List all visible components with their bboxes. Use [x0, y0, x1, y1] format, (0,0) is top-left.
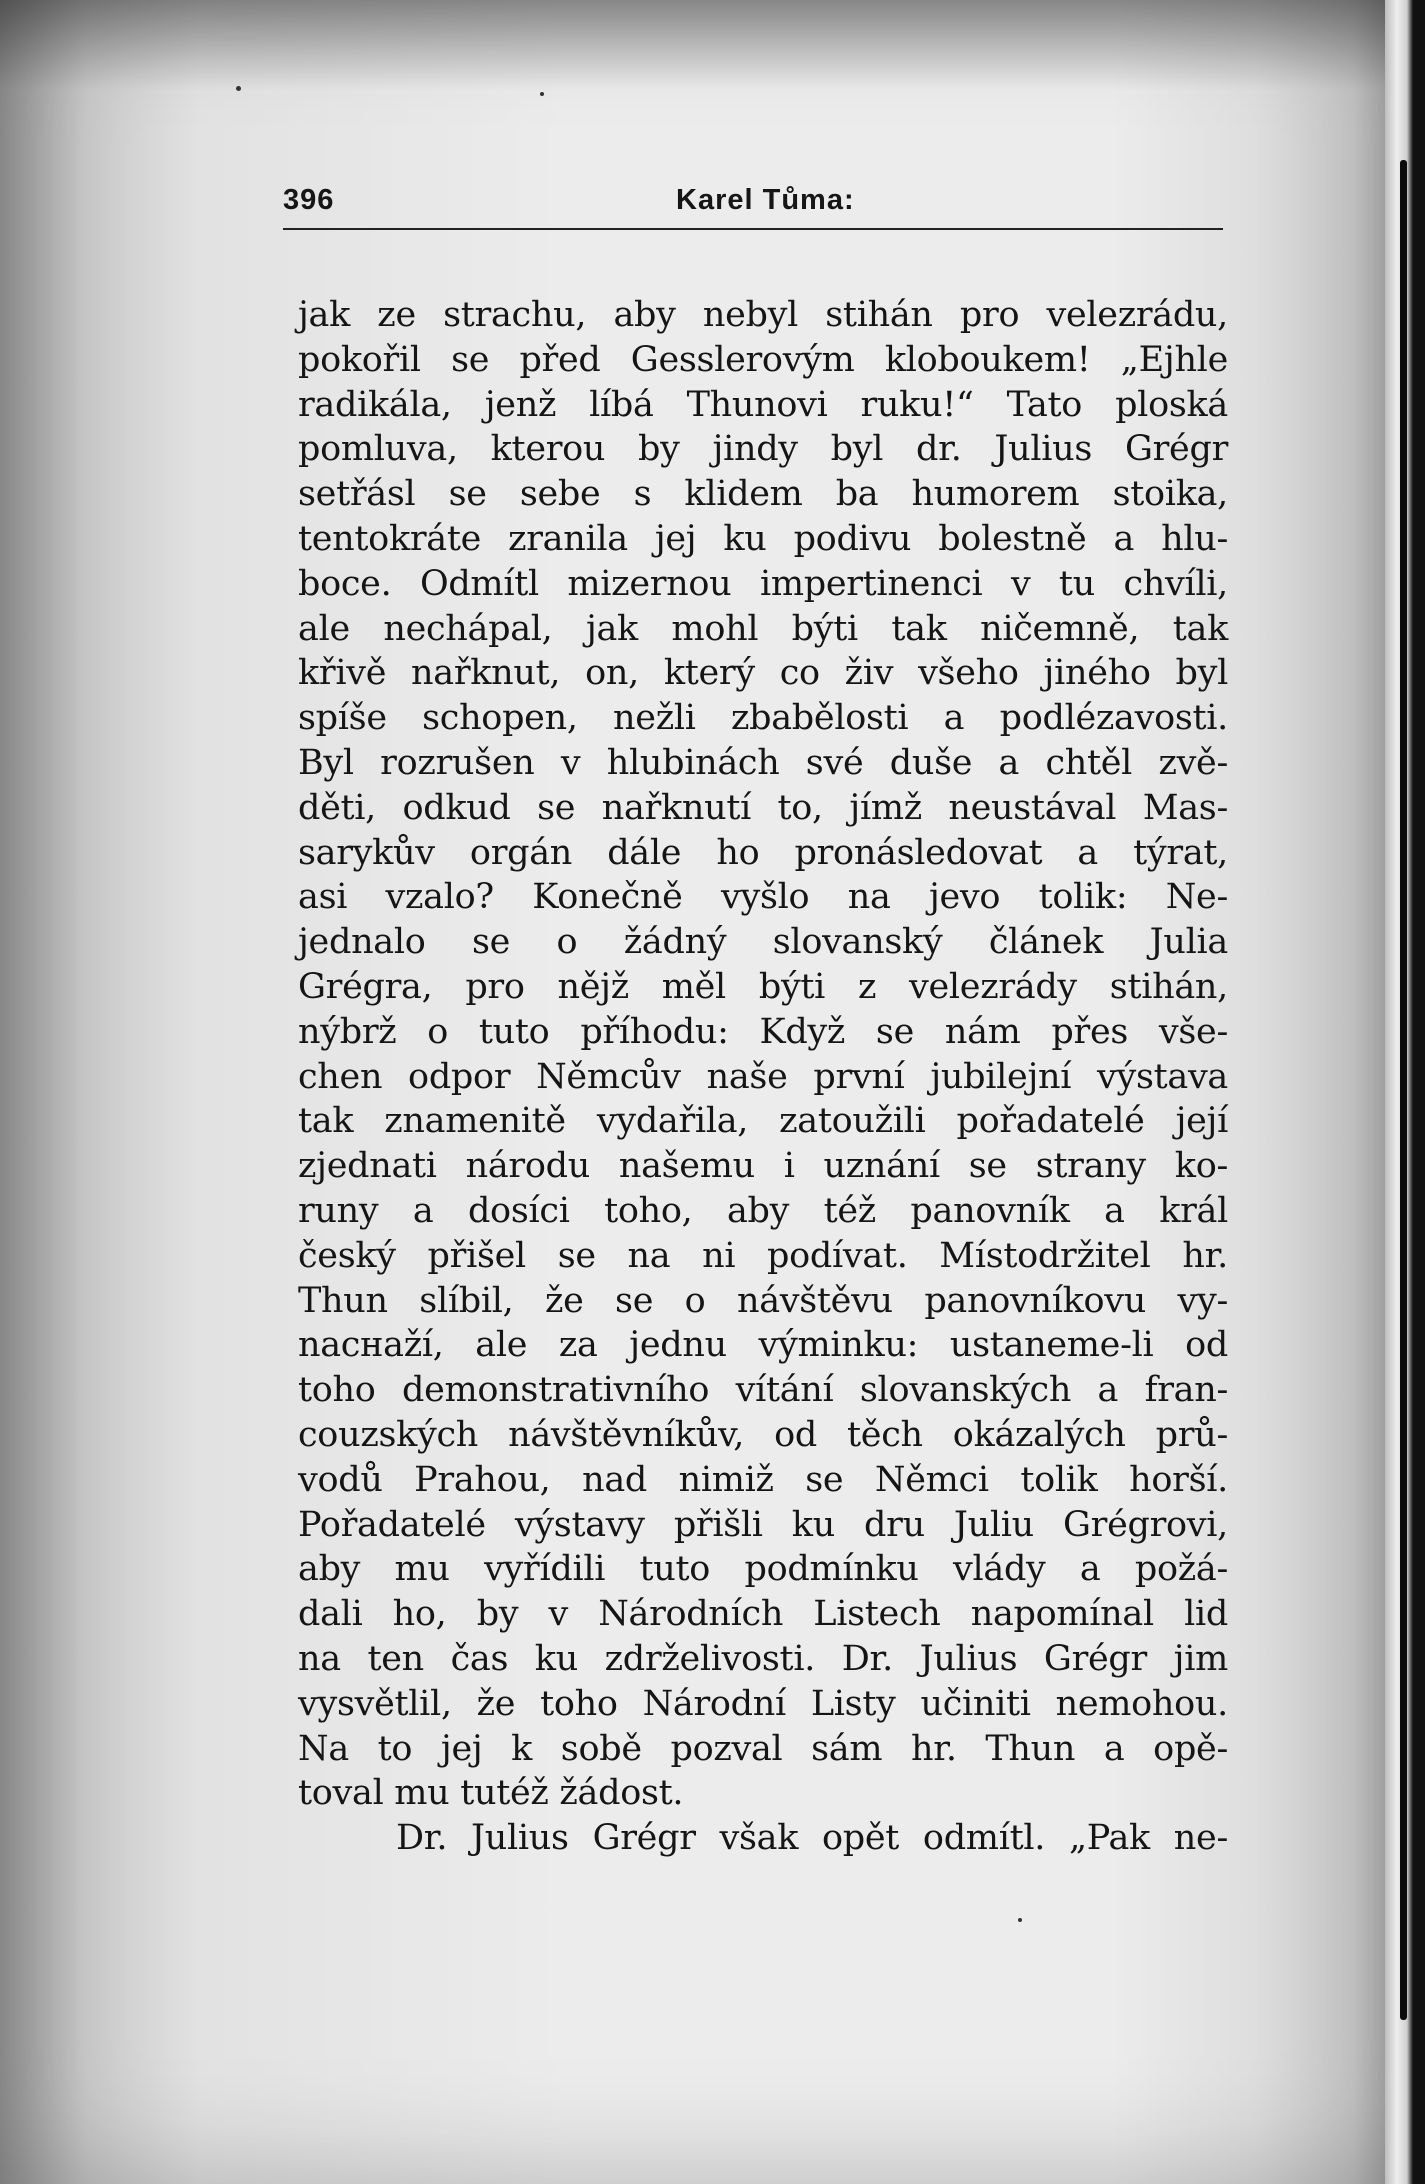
text-line: setřásl se sebe s klidem ba humorem stoika,	[298, 474, 1228, 515]
text-line: Dr. Julius Grégr však opět odmítl. „Pak ne-	[396, 1818, 1228, 1859]
text-line: toho demonstrativního vítání slovanských a fran-	[298, 1370, 1228, 1411]
text-line: ale nechápal, jak mohl býti tak ničemně, tak	[298, 608, 1228, 649]
text-line: couzských návštěvníkův, od těch okázalých prů-	[298, 1414, 1228, 1455]
text-line: runy a dosíci toho, aby též panovník a král	[298, 1190, 1228, 1231]
text-line: český přišel se na ni podívat. Místodržitel hr.	[298, 1235, 1228, 1276]
text-line: dali ho, by v Národních Listech napomínal lid	[298, 1594, 1228, 1635]
text-line: tentokráte zranila jej ku podivu bolestně a hlu-	[298, 518, 1228, 559]
dust-speck	[236, 86, 241, 91]
text-line: jednalo se o žádný slovanský článek Julia	[298, 922, 1228, 963]
running-head: Karel Tůma:	[676, 184, 855, 216]
book-spine-edge	[1385, 0, 1425, 2184]
text-line: zjednati národu našemu i uznání se strany ko-	[298, 1146, 1228, 1187]
text-line: jak ze strachu, aby nebyl stihán pro velezrádu,	[298, 295, 1228, 335]
text-line: asi vzalo? Konečně vyšlo na jevo tolik: Ne-	[298, 877, 1228, 918]
text-line: toval mu tutéž žádost.	[298, 1773, 684, 1814]
text-line: pomluva, kterou by jindy byl dr. Julius Grégr	[298, 429, 1228, 470]
text-line: naснaží, ale za jednu výminku: ustaneme-li od	[298, 1325, 1228, 1366]
text-line: sarykův orgán dále ho pronásledovat a týrat,	[298, 832, 1228, 873]
page-header	[283, 180, 1223, 230]
text-line: nýbrž o tuto příhodu: Když se nám přes vše-	[298, 1011, 1228, 1052]
dust-speck	[540, 92, 544, 96]
text-line: chen odpor Němcův naše první jubilejní výstava	[298, 1056, 1228, 1097]
text-line: tak znamenitě vydařila, zatoužili pořadatelé její	[298, 1101, 1228, 1142]
text-line: Pořadatelé výstavy přišli ku dru Juliu Grégrovi,	[298, 1504, 1228, 1545]
text-line: Grégra, pro nějž měl býti z velezrády stihán,	[298, 966, 1228, 1007]
dust-speck	[1018, 1918, 1022, 1922]
text-line: Na to jej k sobě pozval sám hr. Thun a opě-	[298, 1728, 1228, 1769]
text-line: vysvětlil, že toho Národní Listy učiniti nemohou.	[298, 1683, 1228, 1724]
text-line: vodů Prahou, nad nimiž se Němci tolik horší.	[298, 1459, 1228, 1500]
text-line: na ten čas ku zdrželivosti. Dr. Julius Grégr jim	[298, 1638, 1228, 1679]
text-line: děti, odkud se nařknutí to, jímž neustával Mas-	[298, 787, 1228, 828]
text-line: Byl rozrušen v hlubinách své duše a chtěl zvě-	[298, 742, 1228, 783]
text-line: radikála, jenž líbá Thunovi ruku!“ Tato ploská	[298, 384, 1228, 425]
text-line: křivě nařknut, on, který co živ všeho jiného byl	[298, 653, 1228, 694]
text-line: boce. Odmítl mizernou impertinenci v tu chvíli,	[298, 563, 1228, 604]
body-text	[298, 293, 1228, 1861]
page-number: 396	[283, 184, 335, 216]
binding-shadow	[1400, 160, 1407, 2020]
text-line: Thun slíbil, že se o návštěvu panovníkovu vy-	[298, 1280, 1228, 1321]
text-line: aby mu vyřídili tuto podmínku vlády a požá-	[298, 1549, 1228, 1590]
text-line: pokořil se před Gesslerovým kloboukem! „Ejhle	[298, 339, 1228, 380]
text-line: spíše schopen, nežli zbabělosti a podlézavosti.	[298, 698, 1228, 739]
